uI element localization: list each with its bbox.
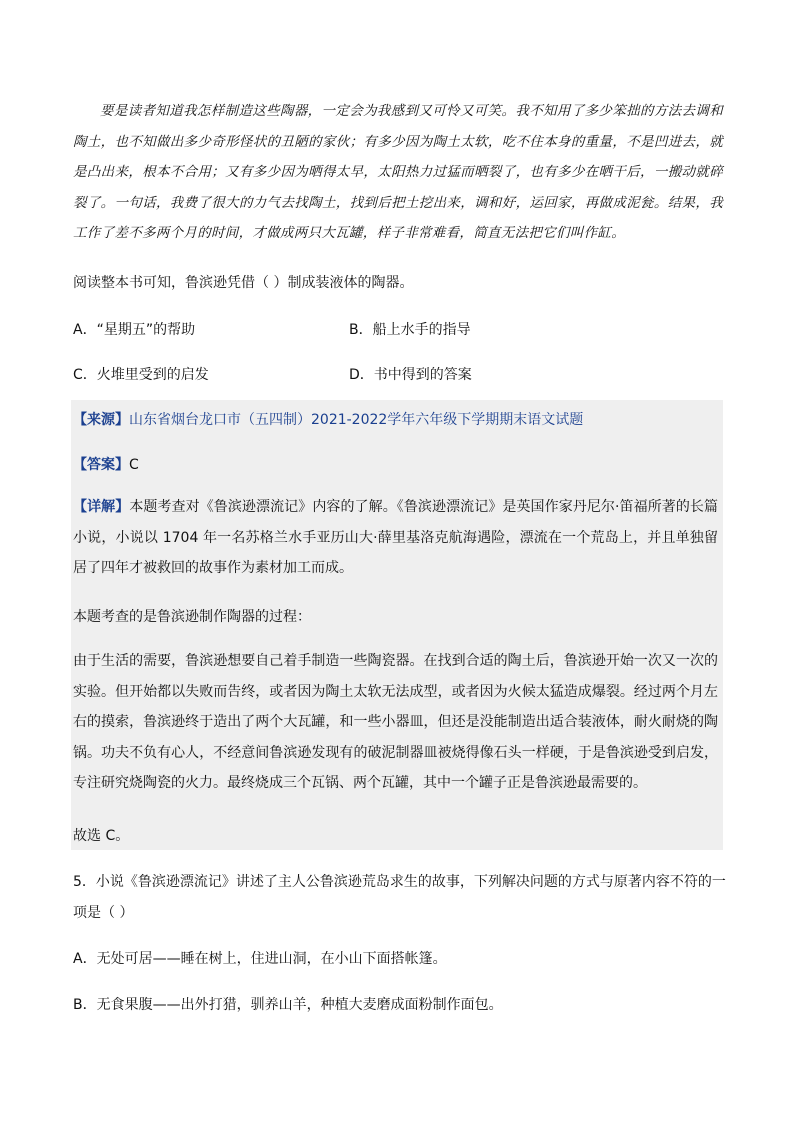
analysis-block [71, 400, 723, 850]
question-4-stem: 阅读整本书可知，鲁滨逊凭借（ ）制成装液体的陶器。 [73, 275, 414, 291]
question-4-option-a: A．“星期五”的帮助 [73, 322, 196, 338]
question-4-option-c: C．火堆里受到的启发 [73, 367, 209, 383]
conclusion: 故选 C。 [73, 828, 130, 844]
question-4-option-b: B．船上水手的指导 [349, 322, 471, 338]
question-5-option-a: A．无处可居——睡在树上，住进山洞，在小山下面搭帐篷。 [73, 951, 447, 967]
detail-paragraph [73, 492, 718, 584]
question-4-option-d: D．书中得到的答案 [349, 367, 472, 383]
answer-text: C [129, 457, 139, 473]
question-5-option-b: B．无食果腹——出外打猎，驯养山羊，种植大麦磨成面粉制作面包。 [73, 997, 503, 1013]
process-paragraph: 由于生活的需要，鲁滨逊想要自己着手制造一些陶瓷器。在找到合适的陶土后，鲁滨逊开始一次又一次的实验。但开始都以失败而告终，或者因为陶土太软无法成型，或者因为火候太猛造成爆裂。经过两个月左右的摸索，鲁滨逊终于造出了两个大瓦罐，和一些小器皿，但还是没能制造出适合装液体，耐火耐烧的陶锅。功夫不负有心人，不经意间鲁滨逊发现有的破泥制器皿被烧得像石头一样硬，于是鲁滨逊受到启发，专注研究烧陶瓷的火力。最终烧成三个瓦锅、两个瓦罐，其中一个罐子正是鲁滨逊最需要的。 [73, 653, 718, 792]
process-intro: 本题考查的是鲁滨逊制作陶器的过程： [73, 609, 311, 625]
source-line [73, 409, 583, 429]
answer-line [73, 454, 139, 474]
source-tag: 【来源】 [73, 412, 129, 428]
answer-tag: 【答案】 [73, 457, 129, 473]
question-5-stem-line2: 项是（ ） [73, 905, 134, 921]
question-5-stem-line1: 5．小说《鲁滨逊漂流记》讲述了主人公鲁滨逊荒岛求生的故事，下列解决问题的方式与原著内容不符的一 [73, 874, 726, 890]
detail-text: 本题考查对《鲁滨逊漂流记》内容的了解。《鲁滨逊漂流记》是英国作家丹尼尔·笛福所著的长篇小说，小说以 1704 年一名苏格兰水手亚历山大·薛里基洛克航海遇险，漂流在一个荒岛上，并且单独留居了四年才被救回的故事作为素材加工而成。 [73, 499, 718, 577]
detail-tag: 【详解】 [73, 499, 130, 515]
source-text: 山东省烟台龙口市（五四制）2021-2022学年六年级下学期期末语文试题 [129, 412, 584, 428]
excerpt-passage: 要是读者知道我怎样制造这些陶器，一定会为我感到又可怜又可笑。我不知用了多少笨拙的方法去调和陶土，也不知做出多少奇形怪状的丑陋的家伙；有多少因为陶土太软，吃不住本身的重量，不是凹进去，就是凸出来，根本不合用；又有多少因为晒得太早，太阳热力过猛而晒裂了，也有多少在晒干后，一搬动就碎裂了。一句话，我费了很大的力气去找陶土，找到后把土挖出来，调和好，运回家，再做成泥瓮。结果，我工作了差不多两个月的时间，才做成两只大瓦罐，样子非常难看，简直无法把它们叫作缸。 [73, 103, 723, 242]
